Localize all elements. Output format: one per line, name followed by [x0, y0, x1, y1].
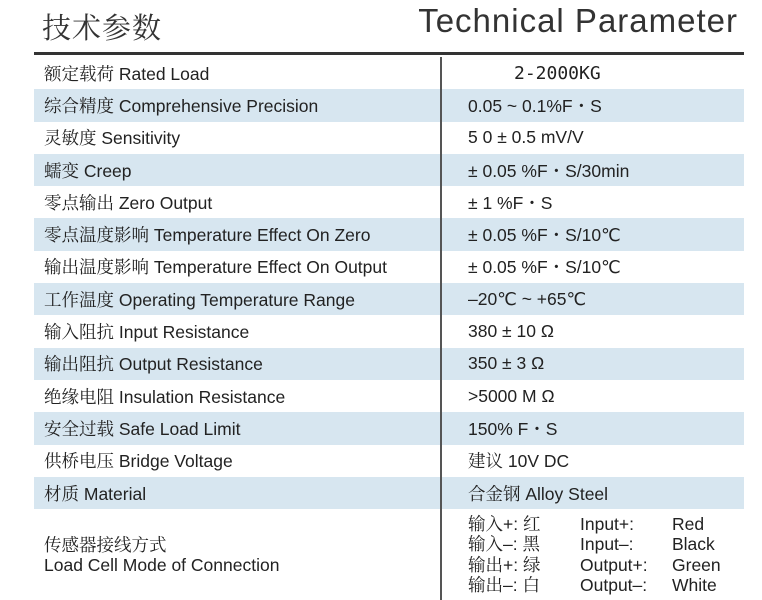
wire-cn: 输入–: 黑: [468, 534, 540, 555]
param-value: 380 ± 10 Ω: [468, 321, 554, 342]
param-label: 输出阻抗 Output Resistance: [44, 354, 263, 375]
param-value: ± 0.05 %F・S/30min: [468, 160, 630, 181]
row-connection: [34, 509, 744, 600]
param-value: 合金钢 Alloy Steel: [468, 483, 609, 504]
param-label: 零点输出 Zero Output: [44, 192, 213, 213]
wire-cn: 输出–: 白: [468, 575, 540, 596]
title-chinese: 技术参数: [42, 11, 163, 45]
row-temp-effect-zero: [34, 218, 744, 250]
row-output-resistance: [34, 348, 744, 380]
wire-cn: 输出+: 绿: [468, 554, 541, 575]
title-english: Technical Parameter: [418, 2, 738, 39]
wire-color: White: [672, 575, 717, 596]
param-value: 0.05 ~ 0.1%F・S: [468, 95, 602, 116]
connection-label: [34, 509, 440, 600]
param-value: ± 1 %F・S: [468, 192, 553, 213]
param-label: 安全过载 Safe Load Limit: [44, 418, 241, 439]
param-label: 输出温度影响 Temperature Effect On Output: [44, 257, 387, 278]
wire-en: Output–:: [580, 575, 648, 596]
param-label: 输入阻抗 Input Resistance: [44, 322, 250, 343]
row-operating-temp: [34, 283, 744, 315]
wire-en: Output+:: [580, 554, 648, 575]
row-temp-effect-output: [34, 251, 744, 283]
row-material: [34, 477, 744, 509]
param-value: –20℃ ~ +65℃: [468, 288, 587, 309]
wire-color: Green: [672, 554, 721, 575]
param-value: 建议 10V DC: [468, 451, 570, 472]
wire-color: Black: [672, 534, 715, 555]
wire-color: Red: [672, 513, 705, 534]
row-rated-load: [34, 57, 744, 89]
row-input-resistance: [34, 315, 744, 347]
param-label: 绝缘电阻 Insulation Resistance: [44, 386, 286, 407]
param-label: 额定载荷 Rated Load: [44, 63, 210, 84]
param-value: 5 0 ± 0.5 mV/V: [468, 127, 584, 148]
connection-table: [442, 509, 721, 600]
connection-label-cn: 传感器接线方式: [44, 534, 167, 555]
param-value: ± 0.05 %F・S/10℃: [468, 225, 621, 246]
row-sensitivity: [34, 122, 744, 154]
param-label: 零点温度影响 Temperature Effect On Zero: [44, 225, 371, 246]
row-safe-load: [34, 412, 744, 444]
header-rule: [34, 52, 744, 55]
wire-cn: 输入+: 红: [468, 513, 541, 534]
param-label: 工作温度 Operating Temperature Range: [44, 289, 355, 310]
row-precision: [34, 89, 744, 121]
param-label: 综合精度 Comprehensive Precision: [44, 95, 319, 116]
param-label: 材质 Material: [44, 483, 147, 504]
row-bridge-voltage: [34, 445, 744, 477]
row-insulation: [34, 380, 744, 412]
param-value: 150% F・S: [468, 418, 558, 439]
row-zero-output: [34, 186, 744, 218]
param-value: ± 0.05 %F・S/10℃: [468, 257, 621, 278]
param-value: >5000 M Ω: [468, 385, 555, 406]
connection-label-en: Load Cell Mode of Connection: [44, 554, 280, 575]
param-label: 灵敏度 Sensitivity: [44, 128, 181, 149]
param-value: 350 ± 3 Ω: [468, 353, 545, 374]
param-label: 蠕变 Creep: [44, 160, 132, 181]
row-creep: [34, 154, 744, 186]
param-label: 供桥电压 Bridge Voltage: [44, 451, 233, 472]
parameter-table: [34, 57, 744, 600]
wire-en: Input+:: [580, 513, 635, 534]
wire-en: Input–:: [580, 534, 634, 555]
param-value: 2-2000KG: [514, 62, 601, 84]
